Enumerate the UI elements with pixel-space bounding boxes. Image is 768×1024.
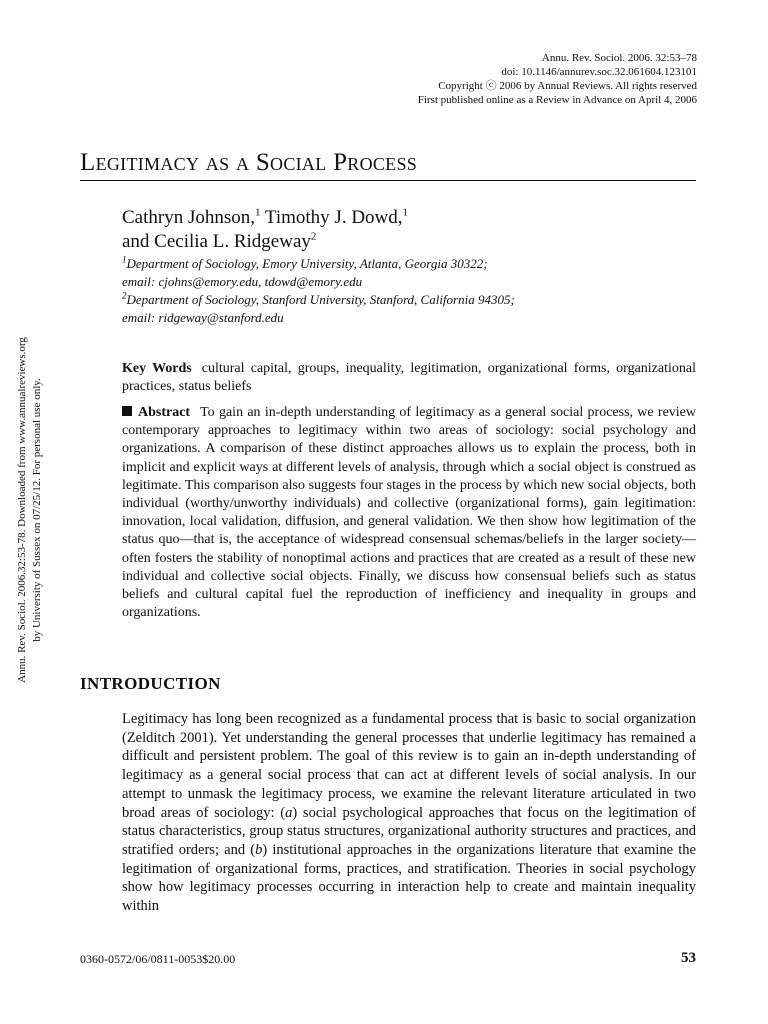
abstract-text: To gain an in-depth understanding of legitimacy as a general social process, we review contemporary approaches to legitimacy within two areas of sociology: social psychology and organizations. A comparison of these distinct approaches allows us to explain the process, both in implicit and explicit ways at different levels of analysis, through which a social object is construed as legitimate. This comparison also suggests four stages in the process by which new social objects, both individual (worthy/unworthy individuals) and collective (organizational forms), gain legitimation: innovation, local validation, diffusion, and general validation. We then show how legitimation of the status quo—that is, the acceptance of widespread consensual schemas/beliefs in the larger society—often fosters the stability of nonoptimal actions and practices that are created as a result of these new individual and collective social objects. Finally, we discuss how consensual beliefs such as status beliefs and cultural capital fuel the reproduction of inefficiency and inequality in groups and organizations. xyxy=(122,405,696,621)
affiliation-line: $^2$Department of Sociology, Stanford University, Stanford, California 94305; xyxy=(122,290,515,307)
authors-line-2 xyxy=(122,230,696,254)
introduction-paragraph: Legitimacy has long been recognized as a fundamental process that is basic to social organization (Zelditch 2001). Yet understanding the general processes that underlie legitimacy has remained a difficult and persistent problem. The goal of this review is to gain an in-depth understanding of legitimacy as a general social process that can act at different levels of social analysis. In our attempt to unmask the legitimacy process, we examine the relevant literature articulated in two broad areas of sociology: (a) social psychological approaches that focus on the legitimation of status characteristics, group status structures, organizational authority structures and practices, and stratified orders; and (b) institutional approaches in the organizations literature that examine the legitimation of organizational forms, practices, and stratification. Theories in social psychology show how legitimacy processes occurring in interaction help to create and maintain inequality within xyxy=(122,711,696,915)
watermark-text xyxy=(15,337,45,683)
first-published: First published online as a Review in Advance on April 4, 2006 xyxy=(417,94,697,106)
affiliation-superscript: 1 xyxy=(122,254,127,265)
section-heading-introduction: INTRODUCTION xyxy=(80,674,221,693)
abstract xyxy=(122,404,696,622)
author-superscript: 1 xyxy=(402,206,409,219)
list-marker: a xyxy=(285,804,293,821)
page-number: 53 xyxy=(681,950,696,966)
watermark-line-1: Annu. Rev. Sociol. 2006.32:53-78. Downloaded from www.annualreviews.org xyxy=(16,337,28,683)
keywords-label: Key Words xyxy=(122,361,192,376)
title-rule xyxy=(80,180,696,181)
affiliation-email: email: cjohns@emory.edu, tdowd@emory.edu xyxy=(122,274,363,289)
article-title: Legitimacy as a Social Process xyxy=(80,149,418,176)
copyright: Copyright ⓒ 2006 by Annual Reviews. All rights reserved xyxy=(438,80,697,92)
keywords-text: cultural capital, groups, inequality, legitimation, organizational forms, organizational practices, status beliefs xyxy=(122,361,696,394)
footer-code: 0360-0572/06/0811-0053$20.00 xyxy=(80,952,236,966)
affiliation-line: $^1$Department of Sociology, Emory University, Atlanta, Georgia 30322; xyxy=(122,254,488,271)
author-superscript: 1 xyxy=(255,206,261,219)
journal-info xyxy=(277,51,697,107)
watermark-line-2: by University of Sussex on 07/25/12. For personal use only. xyxy=(31,378,43,642)
author-superscript: 2 xyxy=(310,230,317,243)
download-watermark xyxy=(2,300,58,720)
author-name: and Cecilia L. Ridgeway xyxy=(122,231,311,252)
doi: doi: 10.1146/annurev.soc.32.061604.123101 xyxy=(501,66,697,78)
authors-line-1 xyxy=(122,206,696,230)
affiliation-email: email: ridgeway@stanford.edu xyxy=(122,310,284,325)
citation: Annu. Rev. Sociol. 2006. 32:53–78 xyxy=(541,52,697,64)
affiliation-superscript: 2 xyxy=(122,290,127,301)
author-name: Cathryn Johnson, xyxy=(122,207,255,228)
affiliations xyxy=(122,255,696,327)
abstract-label: Abstract xyxy=(138,405,191,420)
square-bullet-icon xyxy=(122,406,132,416)
author-name: Timothy J. Dowd, xyxy=(260,207,403,228)
authors xyxy=(122,206,696,254)
list-marker: b xyxy=(255,841,263,858)
keywords xyxy=(122,360,696,396)
